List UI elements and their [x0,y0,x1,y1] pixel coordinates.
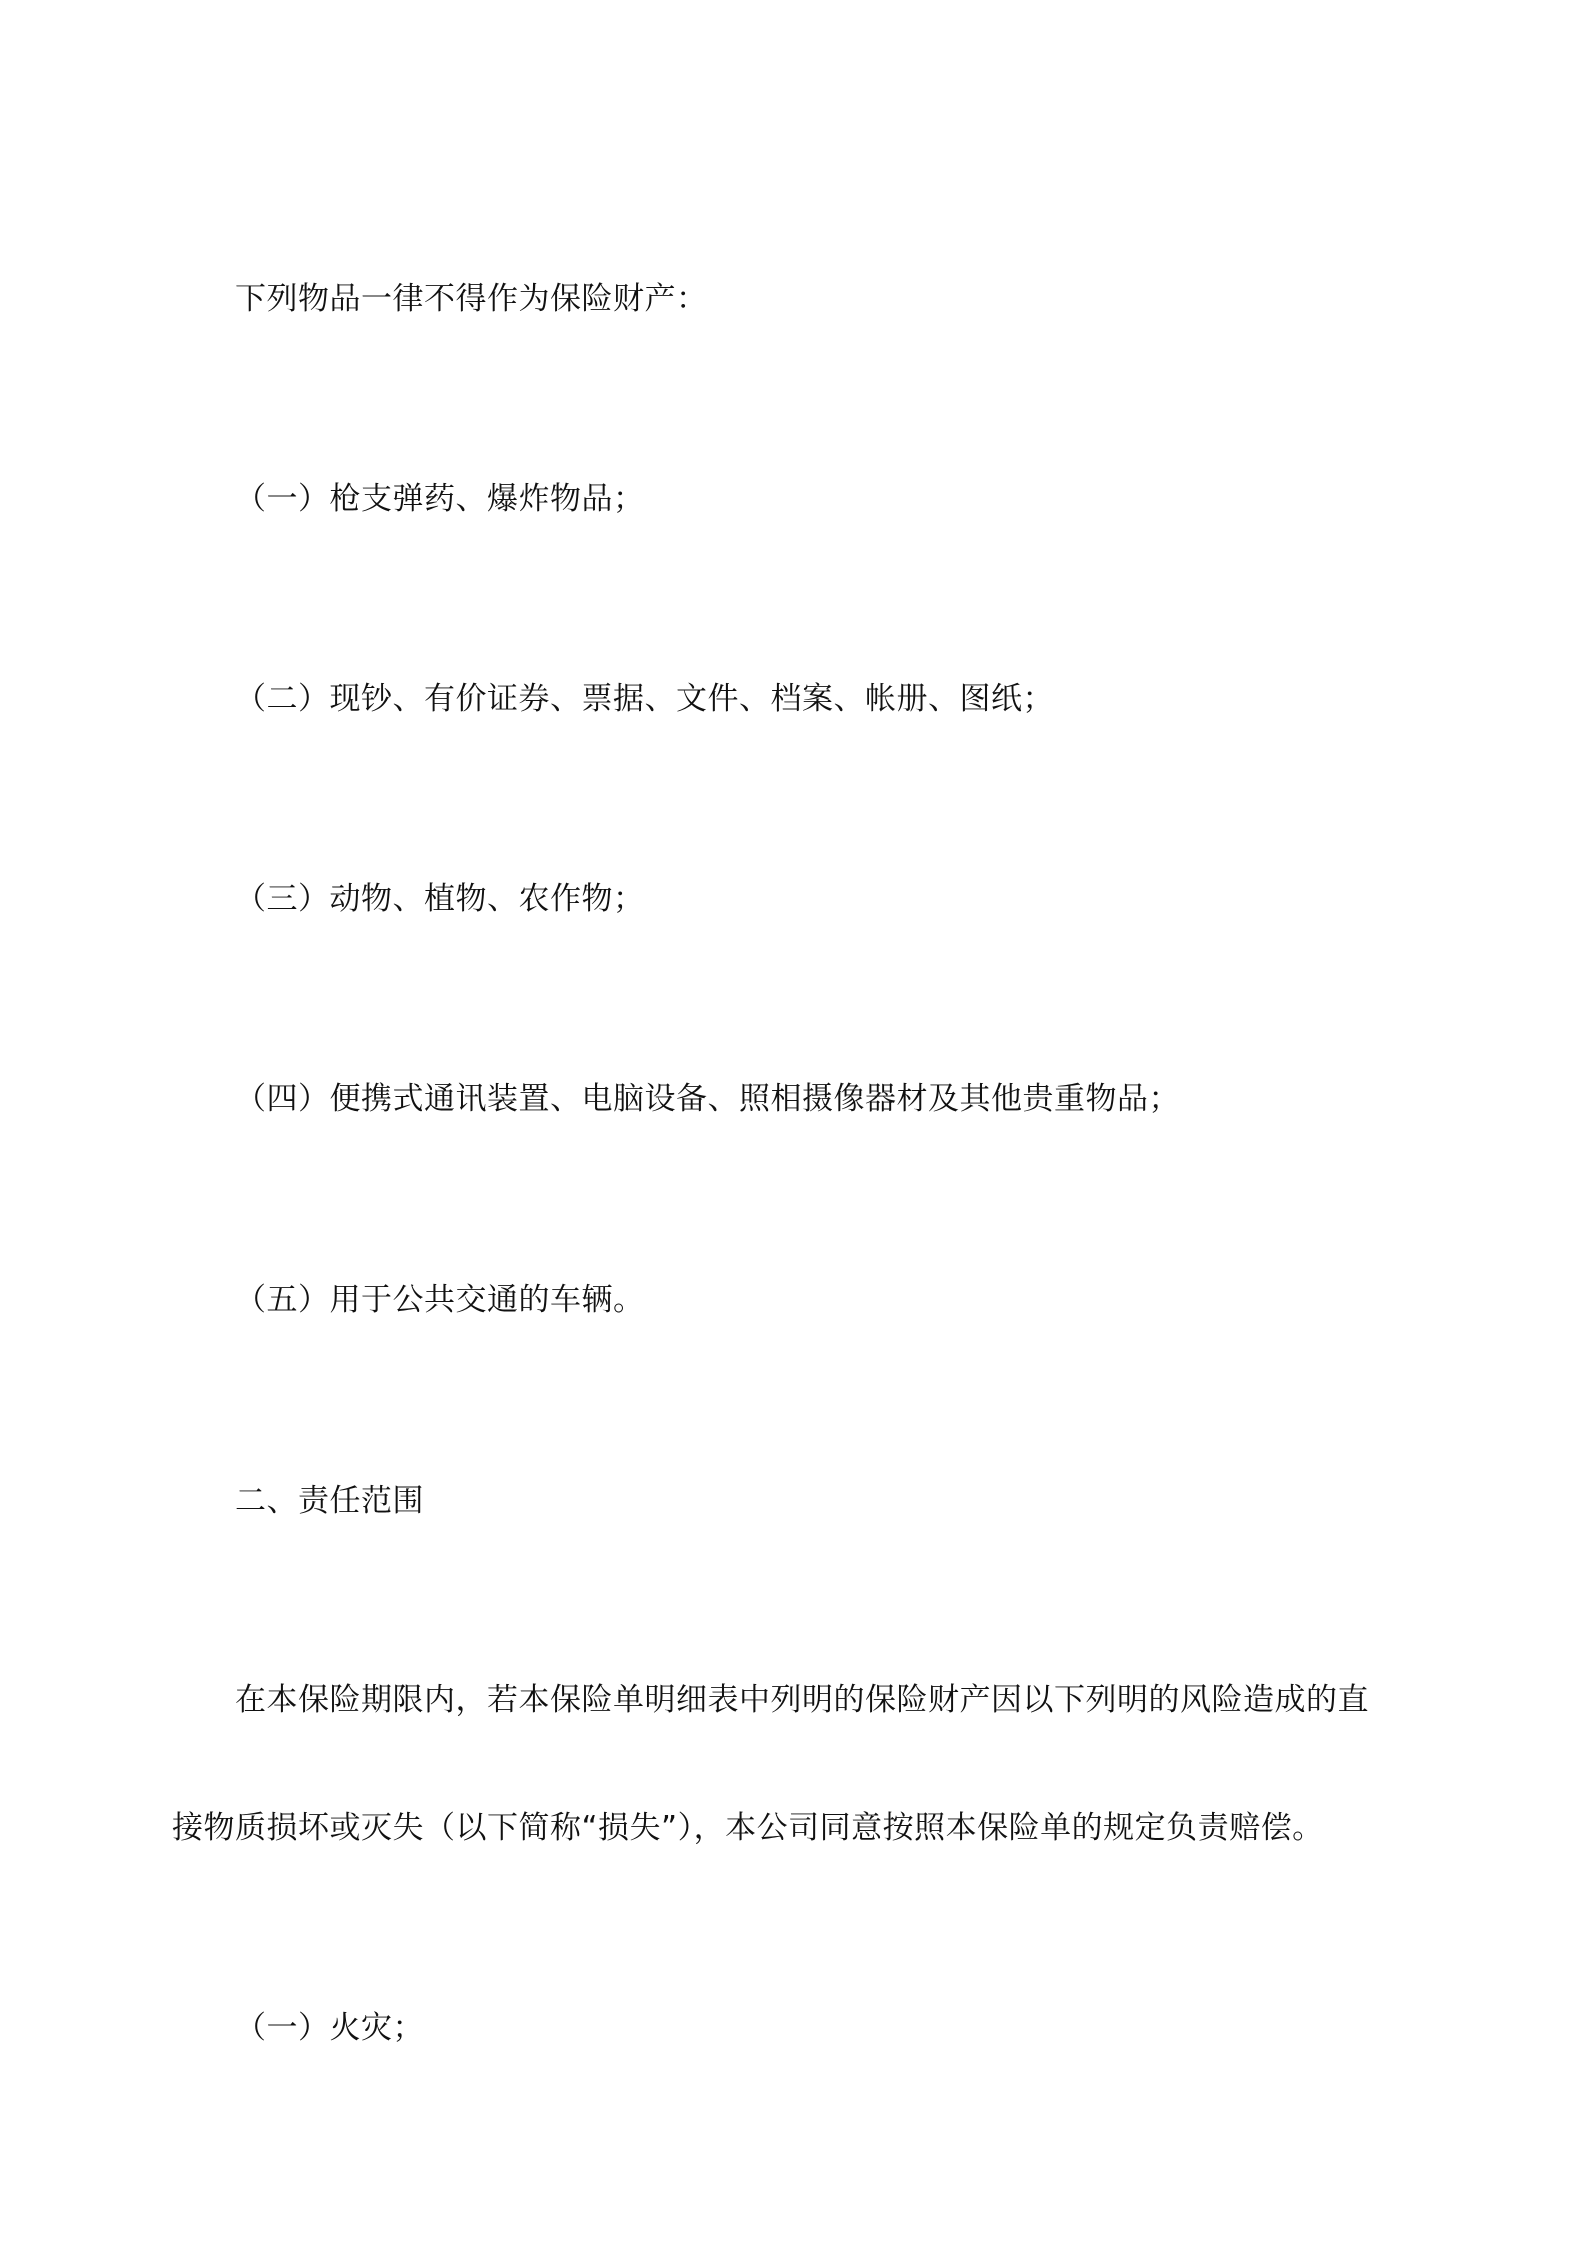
section-heading: 二、责任范围 [235,1483,424,1519]
list-item-2: （二）现钞、有价证券、票据、文件、档案、帐册、图纸； [235,681,1054,717]
list-item-4: （四）便携式通讯装置、电脑设备、照相摄像器材及其他贵重物品； [235,1081,1180,1117]
list-item-fire: （一）火灾； [235,2010,424,2046]
list-item-1: （一）枪支弹药、爆炸物品； [235,481,645,517]
list-item-5: （五）用于公共交通的车辆。 [235,1282,645,1318]
paragraph-coverage-line-2: 接物质损坏或灭失（以下简称“损失”），本公司同意按照本保险单的规定负责赔偿。 [172,1810,1324,1846]
paragraph-coverage-line-1: 在本保险期限内，若本保险单明细表中列明的保险财产因以下列明的风险造成的直 [235,1682,1369,1718]
list-item-3: （三）动物、植物、农作物； [235,881,645,917]
paragraph-excluded-items-intro: 下列物品一律不得作为保险财产： [235,281,708,317]
